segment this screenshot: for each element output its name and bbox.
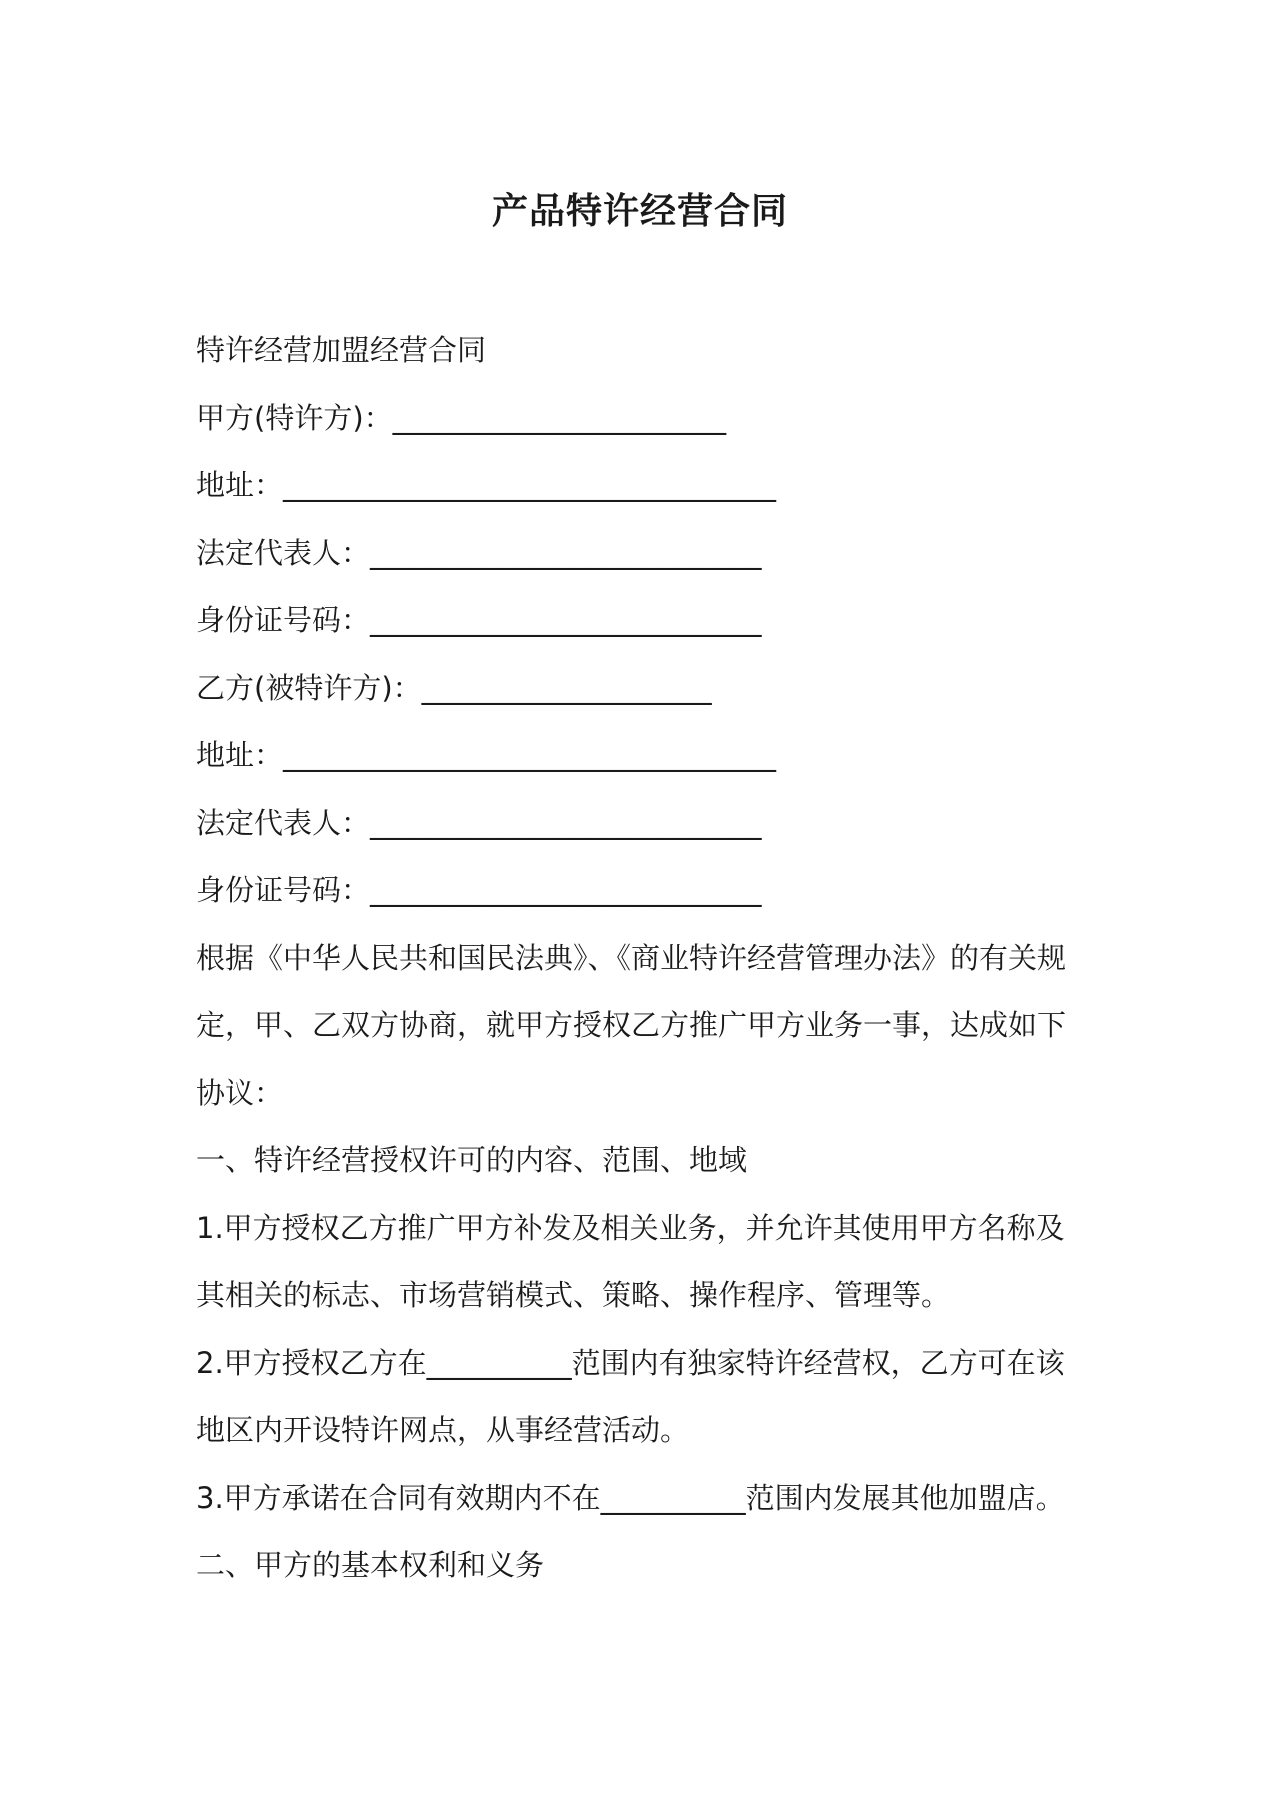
clause-line: 地区内开设特许网点，从事经营活动。 bbox=[196, 1413, 690, 1447]
clause-line: 3.甲方承诺在合同有效期内不在__________范围内发展其他加盟店。 bbox=[196, 1480, 1065, 1515]
document-title: 产品特许经营合同 bbox=[491, 191, 788, 232]
subtitle-line: 特许经营加盟经营合同 bbox=[196, 333, 487, 367]
party-a-address-line: 地址：__________________________________ bbox=[196, 468, 777, 502]
document-body bbox=[196, 330, 1096, 1613]
section-heading-1: 一、特许经营授权许可的内容、范围、地域 bbox=[196, 1143, 748, 1177]
preamble-line: 定，甲、乙双方协商，就甲方授权乙方推广甲方业务一事，达成如下 bbox=[196, 1008, 1067, 1042]
section-heading-2: 二、甲方的基本权利和义务 bbox=[196, 1548, 545, 1582]
party-b-id-line: 身份证号码：___________________________ bbox=[196, 873, 762, 907]
clause-line: 2.甲方授权乙方在__________范围内有独家特许经营权，乙方可在该 bbox=[196, 1345, 1065, 1380]
preamble-line: 协议： bbox=[196, 1075, 284, 1110]
party-a-representative-line: 法定代表人：___________________________ bbox=[196, 535, 762, 570]
party-a-name-line: 甲方(特许方)：_______________________ bbox=[196, 400, 727, 435]
party-b-representative-line: 法定代表人：___________________________ bbox=[196, 805, 762, 840]
clause-line: 1.甲方授权乙方推广甲方补发及相关业务，并允许其使用甲方名称及 bbox=[196, 1210, 1065, 1245]
preamble-line: 根据《中华人民共和国民法典》、《商业特许经营管理办法》的有关规 bbox=[196, 940, 1067, 975]
clause-line: 其相关的标志、市场营销模式、策略、操作程序、管理等。 bbox=[196, 1278, 951, 1312]
party-b-address-line: 地址：__________________________________ bbox=[196, 738, 777, 772]
party-a-id-line: 身份证号码：___________________________ bbox=[196, 603, 762, 637]
party-b-name-line: 乙方(被特许方)：____________________ bbox=[196, 670, 712, 705]
